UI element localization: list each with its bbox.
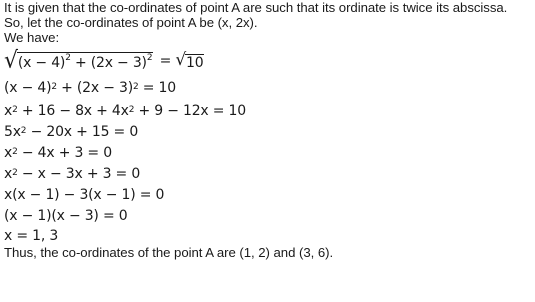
factored-form: (x − 1)(x − 3) = 0 [4,207,128,224]
term: − 4x + 3 = 0 [17,144,112,161]
term: x [4,102,13,119]
term: − x − 3x + 3 = 0 [17,165,141,182]
simplified-equation: 5x $^2$ − 20x + 15 = 0 [4,123,139,140]
lhs-radical [4,49,153,73]
given-statement: It is given that the co-ordinates of point A are such that its ordinate is twice its abscissa. [4,0,508,15]
term: (x − 4) [4,80,52,96]
conclusion-statement: Thus, the co-ordinates of the point A are (1, 2) and (3, 6). [4,245,334,260]
radical-sign-icon: √ [175,49,187,70]
term: + (2x − 3) [56,80,133,96]
distance-equation [4,46,532,76]
grouping-step: x(x − 1) − 3(x − 1) = 0 [4,186,165,203]
expanded-equation: x $^2$ + 16 − 8x + 4x $^2$ + 9 − 12x = 10 [4,102,246,119]
rhs-radicand: 10 [186,54,204,71]
term: + 16 − 8x + 4x [17,102,129,119]
term: + 9 − 12x = 10 [134,102,246,119]
roots: x = 1, 3 [4,227,59,244]
term: = 10 [138,80,176,96]
term: − 20x + 15 = 0 [26,123,139,140]
solution-text [4,0,532,260]
we-have-label: We have: [4,30,60,45]
lhs-radicand: $(x - 4)^2 + (2x - 3)^2$ [17,53,153,71]
radical-sign-icon: √ [4,47,18,74]
equals-sign: = [155,53,176,69]
quadratic-equation: x $^2$ − 4x + 3 = 0 [4,144,112,161]
squared-equation: (x − 4) $^2$ + (2x − 3) $^2$ = 10 [4,80,176,96]
term: x [4,144,13,161]
rhs-radical [175,49,204,71]
term: 5x [4,123,21,140]
term: x [4,165,13,182]
split-middle-term: x $^2$ − x − 3x + 3 = 0 [4,165,141,182]
assumption-statement: So, let the co-ordinates of point A be (x, 2x). [4,15,258,30]
